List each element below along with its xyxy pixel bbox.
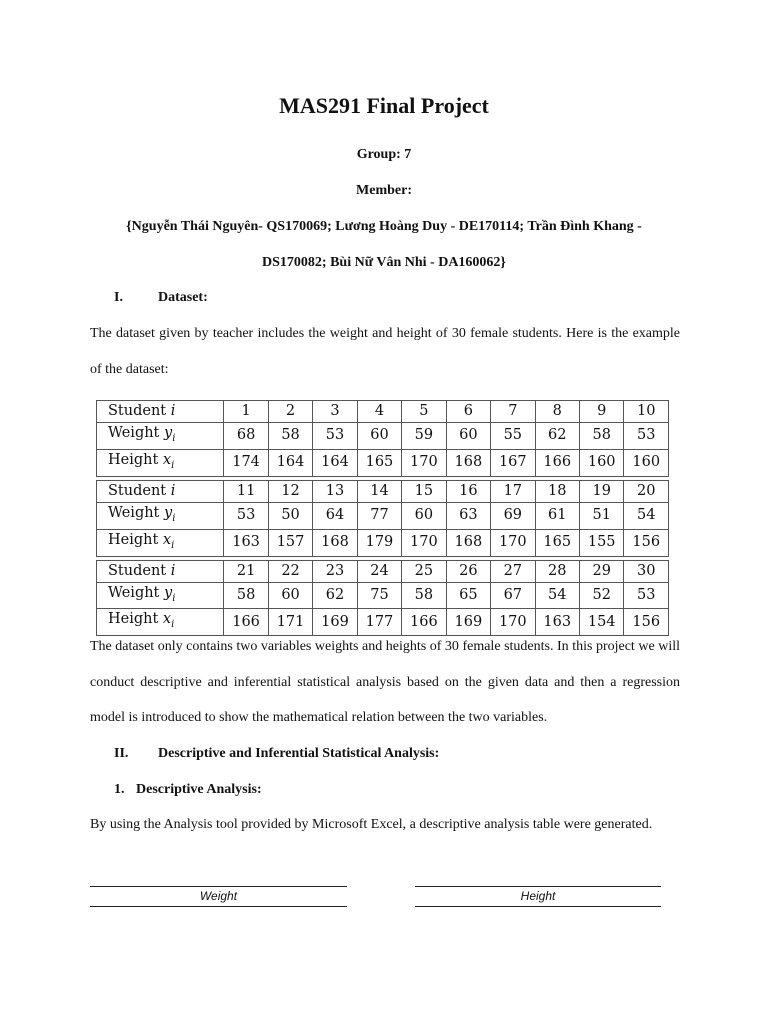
- table-row: [97, 449, 669, 476]
- members-line-1: {Nguyễn Thái Nguyên- QS170069; Lương Hoàng Duy - DE170114; Trần Đình Khang -: [126, 219, 642, 234]
- student-cell: 6: [446, 401, 490, 423]
- weight-cell: 59: [402, 423, 446, 450]
- student-cell: 1: [224, 401, 268, 423]
- student-row-label: Student i: [97, 480, 224, 502]
- height-cell: 179: [357, 529, 401, 556]
- weight-row-label: Weight $y_i$: [97, 423, 224, 450]
- weight-cell: 58: [268, 423, 312, 450]
- student-cell: 4: [357, 401, 401, 423]
- student-cell: 22: [268, 560, 312, 582]
- weight-cell: 53: [313, 423, 357, 450]
- table-row: [97, 502, 669, 529]
- height-cell: 166: [402, 609, 446, 636]
- height-cell: 174: [224, 449, 268, 476]
- height-cell: 157: [268, 529, 312, 556]
- dataset-table: [96, 400, 669, 636]
- height-cell: 177: [357, 609, 401, 636]
- student-cell: 16: [446, 480, 490, 502]
- height-table-header: Height: [415, 886, 661, 907]
- table-row: [97, 480, 669, 502]
- height-cell: 156: [624, 529, 669, 556]
- group-label: Group: 7: [356, 147, 412, 162]
- height-cell: 154: [579, 609, 623, 636]
- weight-cell: 53: [624, 423, 669, 450]
- student-cell: 20: [624, 480, 669, 502]
- weight-cell: 53: [224, 502, 268, 529]
- table-row: [97, 529, 669, 556]
- student-cell: 23: [313, 560, 357, 582]
- weight-cell: 60: [357, 423, 401, 450]
- subsection-1-number: 1.: [114, 782, 125, 797]
- table-row: [97, 423, 669, 450]
- student-row-label: Student i: [97, 560, 224, 582]
- height-cell: 169: [446, 609, 490, 636]
- height-cell: 168: [446, 529, 490, 556]
- table-row: [97, 582, 669, 609]
- height-row-label: Height $x_i$: [97, 449, 224, 476]
- student-cell: 10: [624, 401, 669, 423]
- weight-cell: 67: [491, 582, 535, 609]
- section-2-heading: [114, 746, 439, 762]
- height-cell: 169: [313, 609, 357, 636]
- student-cell: 27: [491, 560, 535, 582]
- subsection-1-heading: [114, 782, 262, 798]
- weight-cell: 58: [579, 423, 623, 450]
- student-cell: 11: [224, 480, 268, 502]
- section-1-title: Dataset:: [158, 290, 208, 305]
- student-cell: 14: [357, 480, 401, 502]
- weight-cell: 65: [446, 582, 490, 609]
- student-row-label: Student i: [97, 401, 224, 423]
- height-cell: 165: [535, 529, 579, 556]
- section-2-title: Descriptive and Inferential Statistical Analysis:: [158, 746, 440, 761]
- weight-cell: 58: [224, 582, 268, 609]
- height-cell: 160: [624, 449, 669, 476]
- height-cell: 164: [313, 449, 357, 476]
- weight-cell: 64: [313, 502, 357, 529]
- weight-cell: 54: [535, 582, 579, 609]
- intro-paragraph: The dataset given by teacher includes the weight and height of 30 female students. Here is the example of the dataset:: [90, 326, 680, 377]
- student-cell: 25: [402, 560, 446, 582]
- weight-row-label: Weight $y_i$: [97, 502, 224, 529]
- weight-row-label: Weight $y_i$: [97, 582, 224, 609]
- section-2-number: II.: [114, 746, 129, 761]
- student-cell: 19: [579, 480, 623, 502]
- student-cell: 26: [446, 560, 490, 582]
- height-cell: 170: [402, 529, 446, 556]
- weight-cell: 69: [491, 502, 535, 529]
- student-cell: 13: [313, 480, 357, 502]
- student-cell: 24: [357, 560, 401, 582]
- student-cell: 28: [535, 560, 579, 582]
- height-cell: 164: [268, 449, 312, 476]
- member-label: Member:: [356, 183, 412, 198]
- height-cell: 170: [491, 529, 535, 556]
- weight-cell: 53: [624, 582, 669, 609]
- student-cell: 8: [535, 401, 579, 423]
- weight-cell: 58: [402, 582, 446, 609]
- weight-table-header: Weight: [90, 886, 347, 907]
- weight-cell: 55: [491, 423, 535, 450]
- height-cell: 163: [224, 529, 268, 556]
- student-cell: 18: [535, 480, 579, 502]
- weight-cell: 63: [446, 502, 490, 529]
- student-cell: 21: [224, 560, 268, 582]
- subsection-1-title: Descriptive Analysis:: [136, 782, 262, 797]
- height-cell: 166: [224, 609, 268, 636]
- weight-cell: 60: [446, 423, 490, 450]
- summary-paragraph: The dataset only contains two variables weights and heights of 30 female students. In this project we will conduct descriptive and inferential statistical analysis based on the given data and then a regression model is introduced to show the mathematical relation between the two variables.: [90, 639, 680, 725]
- weight-cell: 50: [268, 502, 312, 529]
- height-cell: 165: [357, 449, 401, 476]
- table-row: [97, 560, 669, 582]
- student-cell: 12: [268, 480, 312, 502]
- weight-cell: 77: [357, 502, 401, 529]
- height-row-label: Height $x_i$: [97, 529, 224, 556]
- weight-cell: 62: [313, 582, 357, 609]
- section-1-heading: [114, 290, 208, 306]
- weight-cell: 62: [535, 423, 579, 450]
- height-cell: 170: [491, 609, 535, 636]
- height-cell: 160: [579, 449, 623, 476]
- student-cell: 29: [579, 560, 623, 582]
- weight-cell: 68: [224, 423, 268, 450]
- weight-cell: 60: [268, 582, 312, 609]
- height-cell: 166: [535, 449, 579, 476]
- weight-cell: 52: [579, 582, 623, 609]
- height-cell: 155: [579, 529, 623, 556]
- height-cell: 168: [446, 449, 490, 476]
- weight-cell: 61: [535, 502, 579, 529]
- weight-cell: 75: [357, 582, 401, 609]
- weight-cell: 54: [624, 502, 669, 529]
- excel-paragraph: By using the Analysis tool provided by Microsoft Excel, a descriptive analysis table were generated.: [90, 817, 653, 832]
- student-cell: 7: [491, 401, 535, 423]
- student-cell: 17: [491, 480, 535, 502]
- student-cell: 2: [268, 401, 312, 423]
- height-cell: 170: [402, 449, 446, 476]
- height-cell: 167: [491, 449, 535, 476]
- document-title: MAS291 Final Project: [279, 93, 489, 118]
- height-row-label: Height $x_i$: [97, 609, 224, 636]
- weight-cell: 60: [402, 502, 446, 529]
- section-1-number: I.: [114, 290, 123, 305]
- height-cell: 171: [268, 609, 312, 636]
- height-cell: 156: [624, 609, 669, 636]
- student-cell: 15: [402, 480, 446, 502]
- table-row: [97, 401, 669, 423]
- student-cell: 3: [313, 401, 357, 423]
- student-cell: 30: [624, 560, 669, 582]
- height-cell: 163: [535, 609, 579, 636]
- members-line-2: DS170082; Bùi Nữ Vân Nhi - DA160062}: [262, 255, 506, 270]
- student-cell: 9: [579, 401, 623, 423]
- height-cell: 168: [313, 529, 357, 556]
- weight-cell: 51: [579, 502, 623, 529]
- student-cell: 5: [402, 401, 446, 423]
